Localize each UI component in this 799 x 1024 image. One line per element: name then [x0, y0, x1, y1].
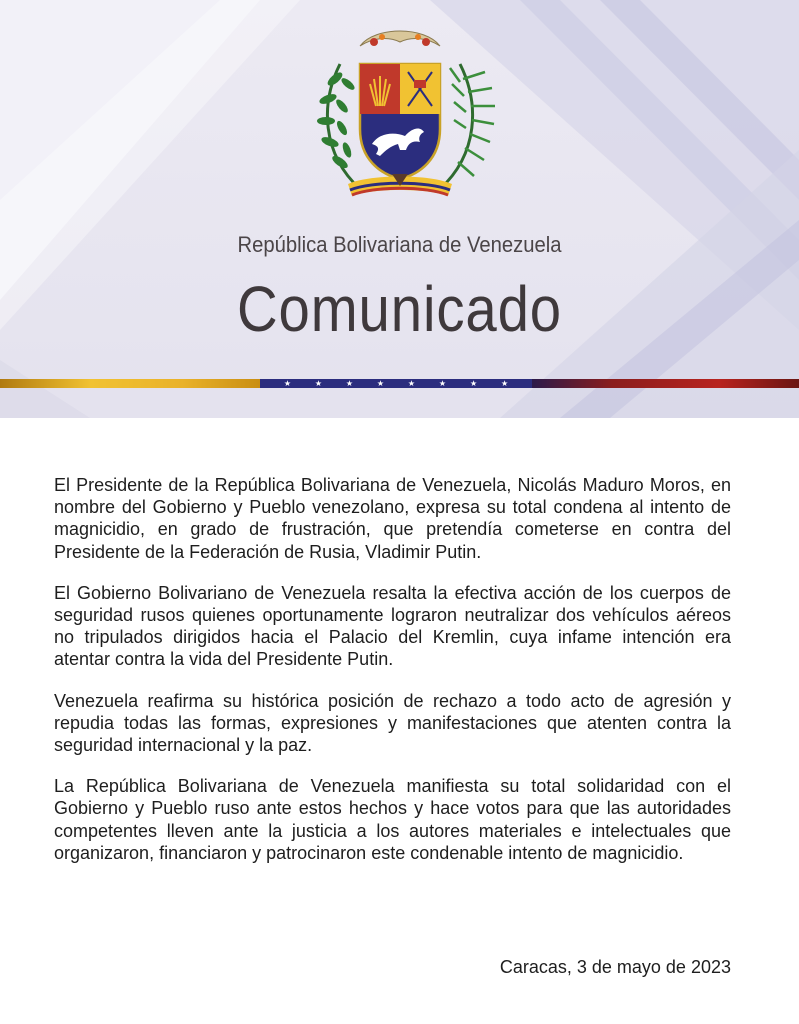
band-yellow [0, 379, 260, 388]
coat-of-arms-icon [300, 24, 500, 214]
paragraph: La República Bolivariana de Venezuela manifiesta su total solidaridad con el Gobierno y Pueblo ruso ante estos hechos y hace votos para que las autoridades competentes lleven ante la justicia a los autores materiales e intelectuales que organizaron, financiaron y patrocinaron este condenable intento de magnicidio. [54, 776, 731, 863]
place-date-signature: Caracas, 3 de mayo de 2023 [499, 957, 731, 977]
communique-body [54, 474, 731, 883]
star-icon: ★ [283, 379, 292, 388]
flag-color-band [0, 379, 799, 388]
star-icon: ★ [345, 379, 354, 388]
star-icon: ★ [407, 379, 416, 388]
paragraph: Venezuela reafirma su histórica posición de rechazo a todo acto de agresión y repudia todas las formas, expresiones y manifestaciones que atenten contra la seguridad internacional y la paz. [54, 690, 731, 756]
paragraph: El Presidente de la República Bolivariana de Venezuela, Nicolás Maduro Moros, en nombre del Gobierno y Pueblo venezolano, expresa su total condena al intento de magnicidio, en grado de frustración, que pretendía cometerse en contra del Presidente de la Federación de Rusia, Vladimir Putin. [54, 475, 731, 562]
page-title: Comunicado [237, 273, 562, 345]
country-name-subtitle: República Bolivariana de Venezuela [237, 232, 562, 257]
paragraph: El Gobierno Bolivariano de Venezuela resalta la efectiva acción de los cuerpos de seguridad rusos quienes oportunamente lograron neutralizar dos vehículos aéreos no tripulados dirigidos hacia el Palacio del Kremlin, cuya infame intención era atentar contra la vida del Presidente Putin. [54, 582, 731, 670]
band-blue [260, 379, 532, 388]
star-icon: ★ [469, 379, 478, 388]
header-banner [0, 0, 799, 418]
star-icon: ★ [376, 379, 385, 388]
star-icon: ★ [500, 379, 509, 388]
band-red [532, 379, 799, 388]
star-icon: ★ [314, 379, 323, 388]
star-icon: ★ [438, 379, 447, 388]
